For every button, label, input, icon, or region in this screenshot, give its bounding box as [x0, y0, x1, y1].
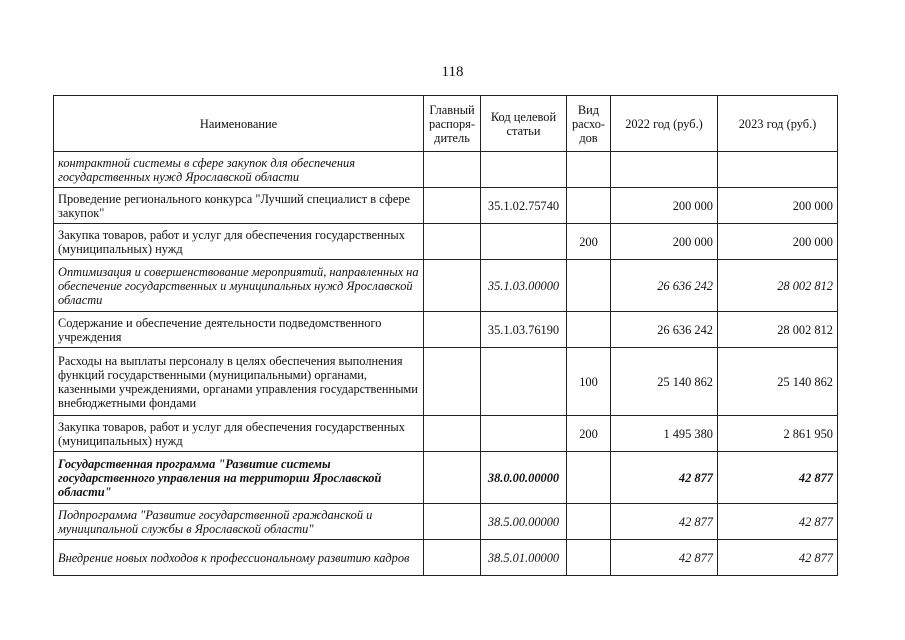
- cell-code: [481, 416, 567, 452]
- table-row: [54, 452, 838, 504]
- cell-name: Внедрение новых подходов к профессиональному развитию кадров: [54, 540, 424, 576]
- table-row: [54, 224, 838, 260]
- cell-2022: 42 877: [611, 452, 718, 504]
- cell-2023: 42 877: [718, 540, 838, 576]
- cell-admin: [424, 312, 481, 348]
- cell-name: Оптимизация и совершенствование мероприятий, направленных на обеспечение государственных и муниципальных нужд Ярославской области: [54, 260, 424, 312]
- cell-type: 200: [567, 224, 611, 260]
- table-row: [54, 188, 838, 224]
- budget-table: [53, 95, 838, 576]
- cell-name: Подпрограмма "Развитие государственной гражданской и муниципальной службы в Ярославской области": [54, 504, 424, 540]
- cell-2023: 25 140 862: [718, 348, 838, 416]
- cell-admin: [424, 260, 481, 312]
- cell-admin: [424, 540, 481, 576]
- cell-2022: 25 140 862: [611, 348, 718, 416]
- cell-name: Закупка товаров, работ и услуг для обеспечения государственных (муниципальных) нужд: [54, 224, 424, 260]
- cell-2023: 2 861 950: [718, 416, 838, 452]
- cell-2022: [611, 152, 718, 188]
- cell-2023: 28 002 812: [718, 260, 838, 312]
- table-row: [54, 504, 838, 540]
- cell-code: 38.5.01.00000: [481, 540, 567, 576]
- table-row: [54, 152, 838, 188]
- cell-code: 35.1.03.00000: [481, 260, 567, 312]
- cell-admin: [424, 152, 481, 188]
- cell-admin: [424, 224, 481, 260]
- table-row: [54, 260, 838, 312]
- header-admin: Главный распоря-дитель: [424, 96, 481, 152]
- cell-type: [567, 260, 611, 312]
- cell-type: [567, 312, 611, 348]
- cell-type: [567, 188, 611, 224]
- cell-2022: 42 877: [611, 540, 718, 576]
- cell-admin: [424, 416, 481, 452]
- cell-code: 35.1.03.76190: [481, 312, 567, 348]
- cell-code: 38.0.00.00000: [481, 452, 567, 504]
- cell-2022: 1 495 380: [611, 416, 718, 452]
- cell-type: 100: [567, 348, 611, 416]
- cell-admin: [424, 188, 481, 224]
- cell-code: [481, 152, 567, 188]
- cell-code: 35.1.02.75740: [481, 188, 567, 224]
- cell-type: [567, 504, 611, 540]
- table-row: [54, 540, 838, 576]
- cell-2023: 42 877: [718, 452, 838, 504]
- cell-admin: [424, 504, 481, 540]
- header-2023: 2023 год (руб.): [718, 96, 838, 152]
- cell-type: [567, 540, 611, 576]
- cell-name: Закупка товаров, работ и услуг для обеспечения государственных (муниципальных) нужд: [54, 416, 424, 452]
- cell-2022: 42 877: [611, 504, 718, 540]
- cell-name: Проведение регионального конкурса "Лучший специалист в сфере закупок": [54, 188, 424, 224]
- cell-name: Расходы на выплаты персоналу в целях обеспечения выполнения функций государственными (муниципальными) органами, казенными учреждениями, органами управления государственными внебюджетными фондами: [54, 348, 424, 416]
- cell-2022: 26 636 242: [611, 312, 718, 348]
- cell-type: [567, 152, 611, 188]
- cell-2023: 42 877: [718, 504, 838, 540]
- table-row: [54, 416, 838, 452]
- cell-2023: [718, 152, 838, 188]
- cell-code: 38.5.00.00000: [481, 504, 567, 540]
- cell-code: [481, 348, 567, 416]
- cell-2022: 200 000: [611, 188, 718, 224]
- header-2022: 2022 год (руб.): [611, 96, 718, 152]
- cell-2023: 200 000: [718, 224, 838, 260]
- page-number: 118: [441, 64, 464, 80]
- table-header-row: [54, 96, 838, 152]
- cell-name: контрактной системы в сфере закупок для обеспечения государственных нужд Ярославской области: [54, 152, 424, 188]
- cell-type: 200: [567, 416, 611, 452]
- header-code: Код целевой статьи: [481, 96, 567, 152]
- cell-2023: 200 000: [718, 188, 838, 224]
- cell-2022: 200 000: [611, 224, 718, 260]
- cell-name: Государственная программа "Развитие системы государственного управления на территории Ярославской области": [54, 452, 424, 504]
- cell-name: Содержание и обеспечение деятельности подведомственного учреждения: [54, 312, 424, 348]
- cell-admin: [424, 452, 481, 504]
- cell-code: [481, 224, 567, 260]
- table-row: [54, 348, 838, 416]
- header-type: Вид расхо-дов: [567, 96, 611, 152]
- cell-2022: 26 636 242: [611, 260, 718, 312]
- header-name: Наименование: [54, 96, 424, 152]
- table-row: [54, 312, 838, 348]
- cell-2023: 28 002 812: [718, 312, 838, 348]
- cell-admin: [424, 348, 481, 416]
- cell-type: [567, 452, 611, 504]
